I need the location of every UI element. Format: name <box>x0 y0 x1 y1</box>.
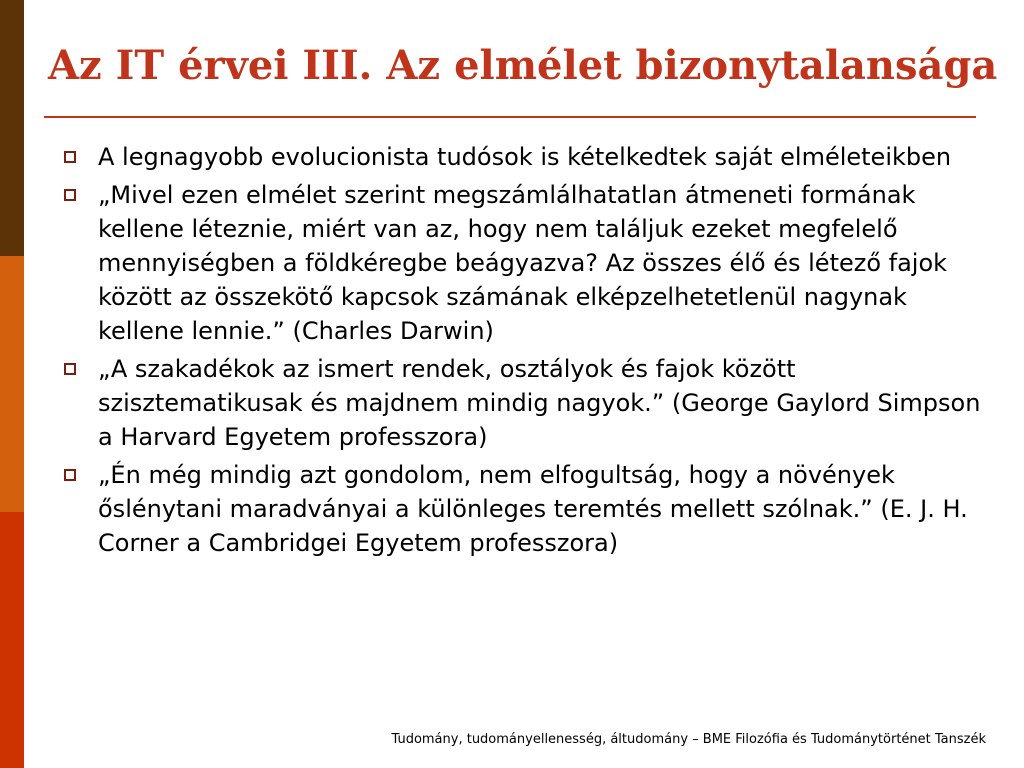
sidebar-stripe-bottom <box>0 512 24 768</box>
square-bullet-icon <box>64 189 76 201</box>
bullet-list <box>60 140 990 564</box>
bullet-item <box>60 458 990 560</box>
square-bullet-icon <box>64 151 76 163</box>
bullet-text: A legnagyobb evolucionista tudósok is kételkedtek saját elméleteikben <box>98 143 952 171</box>
title-underline <box>44 116 976 118</box>
footer-text: Tudomány, tudományellenesség, áltudomány – BME Filozófia és Tudománytörténet Tanszék <box>391 732 986 747</box>
bullet-item <box>60 140 990 174</box>
bullet-text: „A szakadékok az ismert rendek, osztályok és fajok között szisztematikusak és majdnem mindig nagyok.” (George Gaylord Simpson a Harvard Egyetem professzora) <box>98 355 981 451</box>
square-bullet-icon <box>64 469 76 481</box>
square-bullet-icon <box>64 363 76 375</box>
sidebar-stripe-top <box>0 0 24 256</box>
bullet-item <box>60 178 990 348</box>
slide-title: Az IT érvei III. Az elmélet bizonytalansága <box>48 42 998 89</box>
bullet-item <box>60 352 990 454</box>
sidebar-stripe-middle <box>0 256 24 512</box>
bullet-text: „Mivel ezen elmélet szerint megszámlálhatatlan átmeneti formának kellene léteznie, miért van az, hogy nem találjuk ezeket megfelelő mennyiségben a földkéregbe beágyazva? Az összes élő és létező fajok között az összekötő kapcsok számának elképzelhetetlenül nagynak kellene lennie.” (Charles Darwin) <box>98 181 948 345</box>
bullet-text: „Én még mindig azt gondolom, nem elfogultság, hogy a növények őslénytani maradványai a különleges teremtés mellett szólnak.” (E. J. H. Corner a Cambridgei Egyetem professzora) <box>98 461 968 557</box>
